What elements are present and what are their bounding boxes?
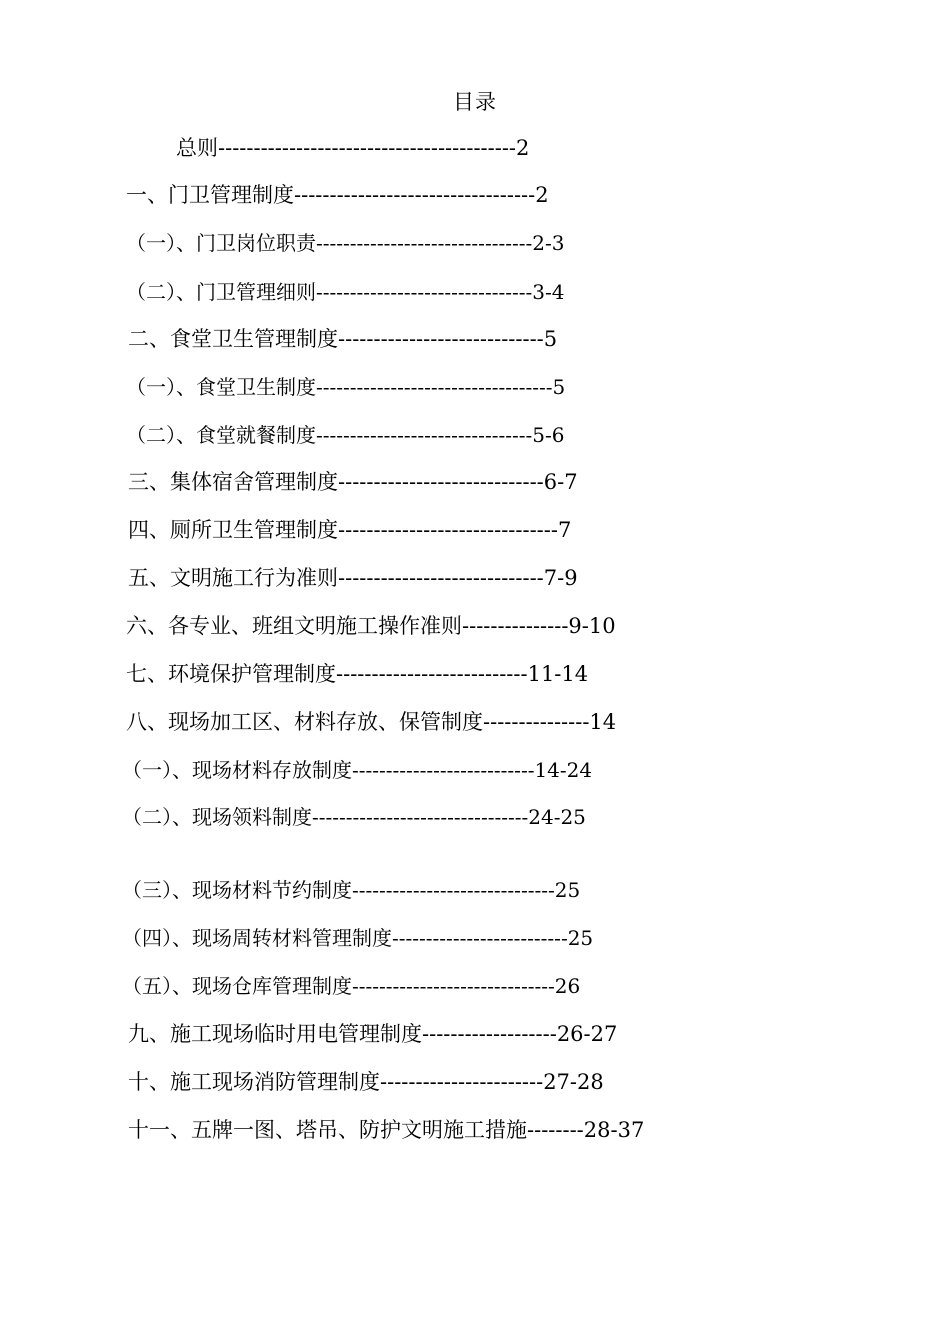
toc-entry[interactable]: （二）、食堂就餐制度--------------------------------5-6	[126, 423, 565, 447]
toc-entry[interactable]: 四、厕所卫生管理制度-------------------------------7	[128, 518, 572, 542]
toc-entry[interactable]: 十、施工现场消防管理制度-----------------------27-28	[128, 1070, 604, 1094]
toc-entry[interactable]: （一）、现场材料存放制度---------------------------14-24	[122, 758, 593, 782]
toc-entry[interactable]: 九、施工现场临时用电管理制度-------------------26-27	[128, 1022, 618, 1046]
toc-entry[interactable]: 六、各专业、班组文明施工操作准则---------------9-10	[126, 614, 616, 638]
toc-entry[interactable]: 七、环境保护管理制度---------------------------11-14	[126, 662, 589, 686]
toc-entry[interactable]: 总则------------------------------------------2	[176, 136, 530, 160]
toc-entry[interactable]: （二）、现场领料制度--------------------------------24-25	[122, 805, 586, 829]
toc-entry[interactable]: （一）、食堂卫生制度-----------------------------------5	[126, 375, 566, 399]
toc-entry[interactable]: （四）、现场周转材料管理制度--------------------------25	[122, 926, 594, 950]
toc-entry[interactable]: 三、集体宿舍管理制度-----------------------------6-7	[128, 470, 578, 494]
toc-entry[interactable]: 十一、五牌一图、塔吊、防护文明施工措施--------28-37	[128, 1118, 645, 1142]
toc-entry[interactable]: 二、食堂卫生管理制度-----------------------------5	[128, 327, 558, 351]
page-title: 目录	[453, 90, 497, 114]
toc-entry[interactable]: 五、文明施工行为准则-----------------------------7-9	[128, 566, 578, 590]
toc-entry[interactable]: （二）、门卫管理细则--------------------------------3-4	[126, 280, 565, 304]
toc-entry[interactable]: （五）、现场仓库管理制度------------------------------26	[122, 974, 581, 998]
toc-entry[interactable]: 八、现场加工区、材料存放、保管制度---------------14	[126, 710, 617, 734]
toc-entry[interactable]: （一）、门卫岗位职责--------------------------------2-3	[126, 231, 565, 255]
toc-entry[interactable]: （三）、现场材料节约制度------------------------------25	[122, 878, 581, 902]
toc-entry[interactable]: 一、门卫管理制度----------------------------------2	[126, 183, 549, 207]
